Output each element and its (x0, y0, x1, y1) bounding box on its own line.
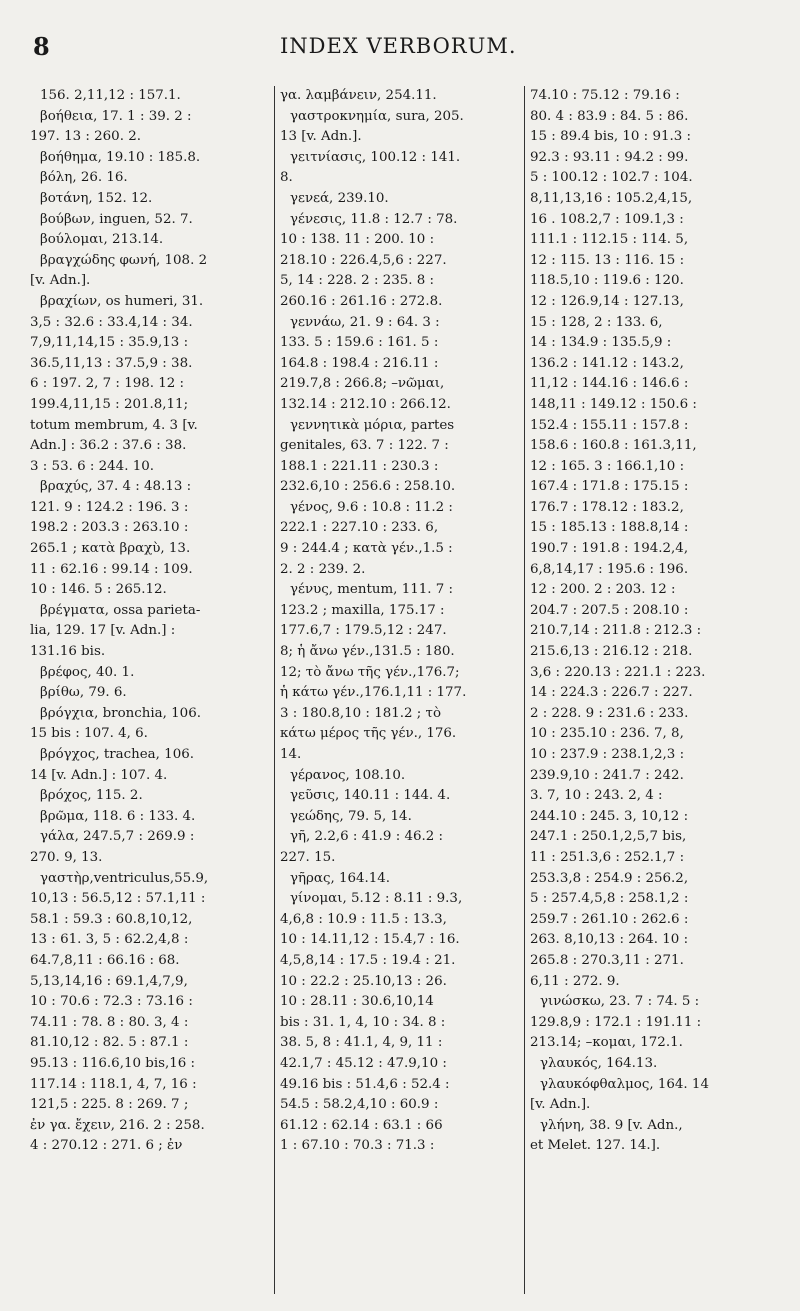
index-line: βρόγχος, trachea, 106. (40, 747, 194, 762)
index-line: 10 : 28.11 : 30.6,10,14 (280, 994, 434, 1010)
index-line: 197. 13 : 260. 2. (30, 129, 141, 145)
index-line: 3 : 53. 6 : 244. 10. (30, 458, 155, 474)
index-line: 244.10 : 245. 3, 10,12 : (530, 808, 689, 824)
index-line: γίνομαι, 5.12 : 8.11 : 9.3, (290, 891, 463, 907)
index-line: βούλομαι, 213.14. (40, 232, 164, 248)
index-line: βρίθω, 79. 6. (40, 685, 127, 701)
index-line: lia, 129. 17 [v. Adn.] : (30, 623, 176, 639)
index-line: 111.1 : 112.15 : 114. 5, (530, 232, 689, 248)
index-line: 12 : 165. 3 : 166.1,10 : (530, 458, 685, 474)
index-line: βρέγματα, ossa parieta- (40, 602, 201, 618)
index-line: γάλα, 247.5,7 : 269.9 : (40, 829, 195, 845)
index-line: 64.7,8,11 : 66.16 : 68. (30, 952, 180, 968)
index-line: 11 : 251.3,6 : 252.1,7 : (530, 849, 685, 865)
index-line: 10 : 237.9 : 238.1,2,3 : (530, 747, 685, 762)
index-line: 215.6,13 : 216.12 : 218. (530, 644, 693, 660)
index-line: 219.7,8 : 266.8; –νῶμαι, (280, 376, 445, 392)
index-line: γῆρας, 164.14. (290, 870, 391, 886)
index-line: 190.7 : 191.8 : 194.2,4, (530, 541, 689, 557)
index-line: 12 : 126.9,14 : 127.13, (530, 293, 684, 309)
index-line: γεώδης, 79. 5, 14. (290, 808, 412, 824)
index-line: 81.10,12 : 82. 5 : 87.1 : (30, 1035, 189, 1051)
index-line: 270. 9, 13. (30, 849, 103, 865)
index-line: 176.7 : 178.12 : 183.2, (530, 499, 684, 515)
index-line: βοήθημα, 19.10 : 185.8. (40, 149, 201, 165)
index-line: 117.14 : 118.1, 4, 7, 16 : (30, 1076, 197, 1092)
index-line: βρόχος, 115. 2. (40, 788, 143, 804)
index-line: 253.3,8 : 254.9 : 256.2, (530, 870, 689, 886)
index-line: βοτάνη, 152. 12. (40, 190, 153, 206)
index-line: γαστὴρ,ventriculus,55.9, (40, 870, 209, 886)
index-line: 9 : 244.4 ; κατὰ γέν.,1.5 : (280, 541, 453, 557)
index-line: 5,13,14,16 : 69.1,4,7,9, (30, 973, 188, 989)
index-line: γένος, 9.6 : 10.8 : 11.2 : (290, 499, 453, 515)
page-header (0, 32, 800, 72)
index-line: 10,13 : 56.5,12 : 57.1,11 : (30, 891, 206, 907)
index-line: 210.7,14 : 211.8 : 212.3 : (530, 623, 702, 639)
index-line: 213.14; –κομαι, 172.1. (530, 1035, 683, 1051)
index-line: 227. 15. (280, 849, 336, 865)
index-line: 42.1,7 : 45.12 : 47.9,10 : (280, 1055, 447, 1071)
index-line: bis : 31. 1, 4, 10 : 34. 8 : (280, 1014, 446, 1030)
index-line: 10 : 235.10 : 236. 7, 8, (530, 726, 684, 742)
index-line: 6,8,14,17 : 195.6 : 196. (530, 561, 689, 577)
index-line: γενεά, 239.10. (290, 190, 389, 206)
index-line: 148,11 : 149.12 : 150.6 : (530, 396, 697, 412)
index-line: 5 : 257.4,5,8 : 258.1,2 : (530, 891, 689, 907)
index-line: 38. 5, 8 : 41.1, 4, 9, 11 : (280, 1035, 443, 1051)
index-line: 4 : 270.12 : 271. 6 ; ἐν (30, 1138, 183, 1154)
index-line: 74.10 : 75.12 : 79.16 : (530, 88, 680, 103)
index-line: 74.11 : 78. 8 : 80. 3, 4 : (30, 1014, 189, 1030)
index-line: 260.16 : 261.16 : 272.8. (280, 293, 443, 309)
index-line: βούβων, inguen, 52. 7. (40, 211, 193, 227)
index-line: 15 : 128, 2 : 133. 6, (530, 314, 663, 330)
index-line: 10 : 70.6 : 72.3 : 73.16 : (30, 994, 193, 1010)
index-line: 95.13 : 116.6,10 bis,16 : (30, 1055, 196, 1071)
index-line: 263. 8,10,13 : 264. 10 : (530, 932, 689, 948)
index-column-2 (280, 86, 516, 1301)
index-line: 49.16 bis : 51.4,6 : 52.4 : (280, 1076, 450, 1092)
index-line: Adn.] : 36.2 : 37.6 : 38. (30, 438, 187, 454)
index-line: 13 [v. Adn.]. (280, 129, 362, 145)
index-line: 136.2 : 141.12 : 143.2, (530, 355, 684, 371)
index-line: 6 : 197. 2, 7 : 198. 12 : (30, 376, 185, 392)
index-line: 7,9,11,14,15 : 35.9,13 : (30, 335, 189, 351)
index-line: βραγχώδης φωνή, 108. 2 (40, 252, 208, 268)
index-line: 15 bis : 107. 4, 6. (30, 726, 148, 742)
index-line: 8; ἡ ἄνω γέν.,131.5 : 180. (280, 644, 455, 660)
index-line: et Melet. 127. 14.]. (530, 1138, 661, 1154)
index-line: βρῶμα, 118. 6 : 133. 4. (40, 808, 196, 824)
index-line: 239.9,10 : 241.7 : 242. (530, 767, 684, 783)
index-line: 15 : 89.4 bis, 10 : 91.3 : (530, 129, 692, 145)
index-line: 15 : 185.13 : 188.8,14 : (530, 520, 689, 536)
index-line: 6,11 : 272. 9. (530, 973, 620, 989)
index-line: 132.14 : 212.10 : 266.12. (280, 396, 451, 412)
index-line: [v. Adn.]. (30, 273, 91, 289)
index-line: 2 : 228. 9 : 231.6 : 233. (530, 705, 689, 721)
index-line: 12 : 200. 2 : 203. 12 : (530, 582, 676, 598)
running-title: INDEX VERBORUM. (280, 34, 517, 58)
page-number: 8 (33, 32, 51, 61)
index-line: 232.6,10 : 256.6 : 258.10. (280, 479, 456, 495)
index-line: 54.5 : 58.2,4,10 : 60.9 : (280, 1097, 439, 1113)
index-line: 10 : 146. 5 : 265.12. (30, 582, 167, 598)
index-line: 218.10 : 226.4,5,6 : 227. (280, 252, 447, 268)
index-line: 11,12 : 144.16 : 146.6 : (530, 376, 689, 392)
index-line: 2. 2 : 239. 2. (280, 561, 366, 577)
index-line: γεννάω, 21. 9 : 64. 3 : (290, 314, 440, 330)
index-line: 13 : 61. 3, 5 : 62.2,4,8 : (30, 932, 189, 948)
index-line: 36.5,11,13 : 37.5,9 : 38. (30, 355, 193, 371)
index-line: 10 : 22.2 : 25.10,13 : 26. (280, 973, 447, 989)
column-divider (274, 86, 275, 1294)
index-line: 259.7 : 261.10 : 262.6 : (530, 911, 689, 927)
index-line: γένεσις, 11.8 : 12.7 : 78. (290, 211, 458, 227)
index-line: 5, 14 : 228. 2 : 235. 8 : (280, 273, 435, 289)
index-line: 164.8 : 198.4 : 216.11 : (280, 355, 439, 371)
index-line: βραχίων, os humeri, 31. (40, 293, 204, 309)
index-line: 204.7 : 207.5 : 208.10 : (530, 602, 689, 618)
index-line: 8. (280, 170, 293, 186)
index-line: βοήθεια, 17. 1 : 39. 2 : (40, 108, 192, 124)
index-line: 61.12 : 62.14 : 63.1 : 66 (280, 1117, 443, 1133)
index-line: γέρανος, 108.10. (290, 767, 406, 783)
index-line: γεννητικὰ μόρια, partes (290, 417, 455, 433)
index-line: βρέφος, 40. 1. (40, 664, 135, 680)
index-line: 14 : 224.3 : 226.7 : 227. (530, 685, 693, 701)
index-line: 198.2 : 203.3 : 263.10 : (30, 520, 189, 536)
index-line: γένυς, mentum, 111. 7 : (290, 582, 454, 598)
index-line: 14. (280, 747, 302, 762)
index-line: 188.1 : 221.11 : 230.3 : (280, 458, 439, 474)
index-line: 8,11,13,16 : 105.2,4,15, (530, 190, 693, 206)
index-line: 3,6 : 220.13 : 221.1 : 223. (530, 664, 706, 680)
index-line: γινώσκω, 23. 7 : 74. 5 : (540, 994, 700, 1010)
index-line: 129.8,9 : 172.1 : 191.11 : (530, 1014, 702, 1030)
index-line: γλαυκός, 164.13. (540, 1055, 658, 1071)
index-line: γειτνίασις, 100.12 : 141. (290, 149, 461, 165)
index-line: 265.8 : 270.3,11 : 271. (530, 952, 684, 968)
index-line: γῆ, 2.2,6 : 41.9 : 46.2 : (290, 829, 444, 845)
index-line: 11 : 62.16 : 99.14 : 109. (30, 561, 193, 577)
index-line: βόλη, 26. 16. (40, 170, 128, 186)
index-line: γλήνη, 38. 9 [v. Adn., (540, 1117, 683, 1133)
index-line: 10 : 14.11,12 : 15.4,7 : 16. (280, 932, 460, 948)
index-line: 156. 2,11,12 : 157.1. (40, 88, 181, 103)
index-line: 222.1 : 227.10 : 233. 6, (280, 520, 439, 536)
index-line: 265.1 ; κατὰ βραχὺ, 13. (30, 541, 191, 557)
index-line: 133. 5 : 159.6 : 161. 5 : (280, 335, 439, 351)
index-line: 16 . 108.2,7 : 109.1,3 : (530, 211, 684, 227)
index-line: ἐν γα. ἔχειν, 216. 2 : 258. (30, 1117, 205, 1133)
index-line: ἡ κάτω γέν.,176.1,11 : 177. (280, 685, 467, 701)
index-line: 92.3 : 93.11 : 94.2 : 99. (530, 149, 689, 165)
index-line: 12 : 115. 13 : 116. 15 : (530, 252, 685, 268)
index-line: genitales, 63. 7 : 122. 7 : (280, 438, 449, 454)
index-line: 121. 9 : 124.2 : 196. 3 : (30, 499, 189, 515)
index-line: 5 : 100.12 : 102.7 : 104. (530, 170, 693, 186)
index-line: γα. λαμβάνειν, 254.11. (280, 88, 437, 103)
column-divider (524, 86, 525, 1294)
index-line: 80. 4 : 83.9 : 84. 5 : 86. (530, 108, 689, 124)
index-line: 3,5 : 32.6 : 33.4,14 : 34. (30, 314, 193, 330)
index-line: 167.4 : 171.8 : 175.15 : (530, 479, 689, 495)
index-column-1 (30, 86, 268, 1301)
index-line: 247.1 : 250.1,2,5,7 bis, (530, 829, 687, 845)
index-line: 4,5,8,14 : 17.5 : 19.4 : 21. (280, 952, 456, 968)
index-line: γαστροκνημία, sura, 205. (290, 108, 464, 124)
index-line: totum membrum, 4. 3 [v. (30, 417, 198, 433)
index-line: 158.6 : 160.8 : 161.3,11, (530, 438, 697, 454)
index-line: 3. 7, 10 : 243. 2, 4 : (530, 788, 663, 804)
index-line: γεῦσις, 140.11 : 144. 4. (290, 788, 451, 804)
index-line: 14 [v. Adn.] : 107. 4. (30, 767, 168, 783)
index-line: 118.5,10 : 119.6 : 120. (530, 273, 684, 289)
index-column-3 (530, 86, 792, 1301)
index-line: 4,6,8 : 10.9 : 11.5 : 13.3, (280, 911, 447, 927)
index-line: 123.2 ; maxilla, 175.17 : (280, 602, 445, 618)
index-line: γλαυκόφθαλμος, 164. 14 (540, 1076, 709, 1092)
index-line: 10 : 138. 11 : 200. 10 : (280, 232, 435, 248)
index-line: βρόγχια, bronchia, 106. (40, 705, 201, 721)
index-line: 131.16 bis. (30, 644, 106, 660)
index-line: 121,5 : 225. 8 : 269. 7 ; (30, 1097, 189, 1113)
index-line: βραχύς, 37. 4 : 48.13 : (40, 479, 192, 495)
index-line: 12; τὸ ἄνω τῆς γέν.,176.7; (280, 664, 460, 680)
index-line: [v. Adn.]. (530, 1097, 591, 1113)
index-line: κάτω μέρος τῆς γέν., 176. (280, 726, 457, 742)
index-line: 1 : 67.10 : 70.3 : 71.3 : (280, 1138, 435, 1154)
index-line: 199.4,11,15 : 201.8,11; (30, 396, 189, 412)
index-columns (30, 86, 792, 1301)
index-line: 152.4 : 155.11 : 157.8 : (530, 417, 689, 433)
index-line: 177.6,7 : 179.5,12 : 247. (280, 623, 447, 639)
index-line: 3 : 180.8,10 : 181.2 ; τὸ (280, 705, 442, 721)
index-line: 58.1 : 59.3 : 60.8,10,12, (30, 911, 193, 927)
index-line: 14 : 134.9 : 135.5,9 : (530, 335, 672, 351)
